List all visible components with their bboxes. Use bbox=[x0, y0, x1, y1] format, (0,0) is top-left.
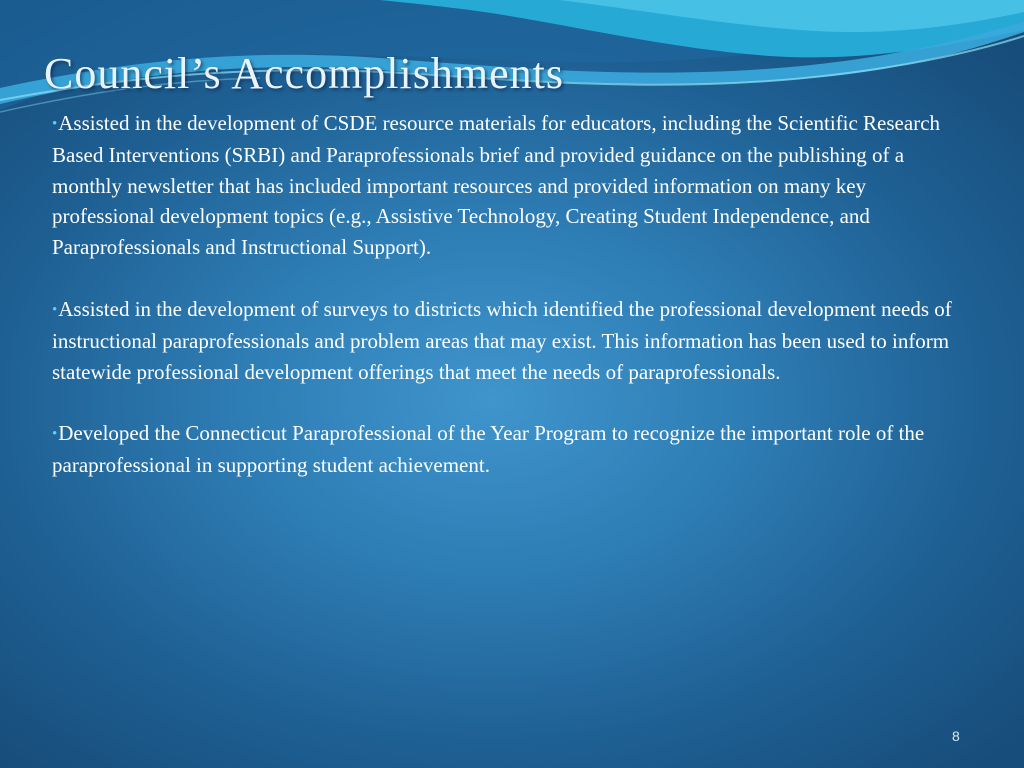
slide-title: Council’s Accomplishments bbox=[44, 49, 564, 98]
bullet-item bbox=[52, 418, 972, 481]
page-number: 8 bbox=[952, 728, 960, 744]
bullet-icon: • bbox=[52, 301, 58, 318]
bullet-icon: • bbox=[52, 116, 58, 132]
bullet-text: Assisted in the development of CSDE resource materials for educators, including the Scientific Research Based Interventions (SRBI) and Paraprofessionals brief and provided guidance on the publishing of a monthly newsletter that has included important resources and provided information on many key professional development topics (e.g., Assistive Technology, Creating Student Independence, and Paraprofessionals and Instructional Support). bbox=[52, 111, 941, 260]
bullet-icon: • bbox=[52, 426, 58, 443]
bullet-item bbox=[52, 294, 972, 387]
bullet-list bbox=[52, 108, 972, 512]
bullet-text: Developed the Connecticut Paraprofessional of the Year Program to recognize the important role of the paraprofessional in supporting student achievement. bbox=[52, 421, 925, 478]
bullet-item bbox=[52, 108, 972, 263]
bullet-text: Assisted in the development of surveys to districts which identified the professional development needs of instructional paraprofessionals and problem areas that may exist. This information has been used to inform statewide professional development offerings that meet the needs of paraprofessionals. bbox=[52, 296, 952, 384]
